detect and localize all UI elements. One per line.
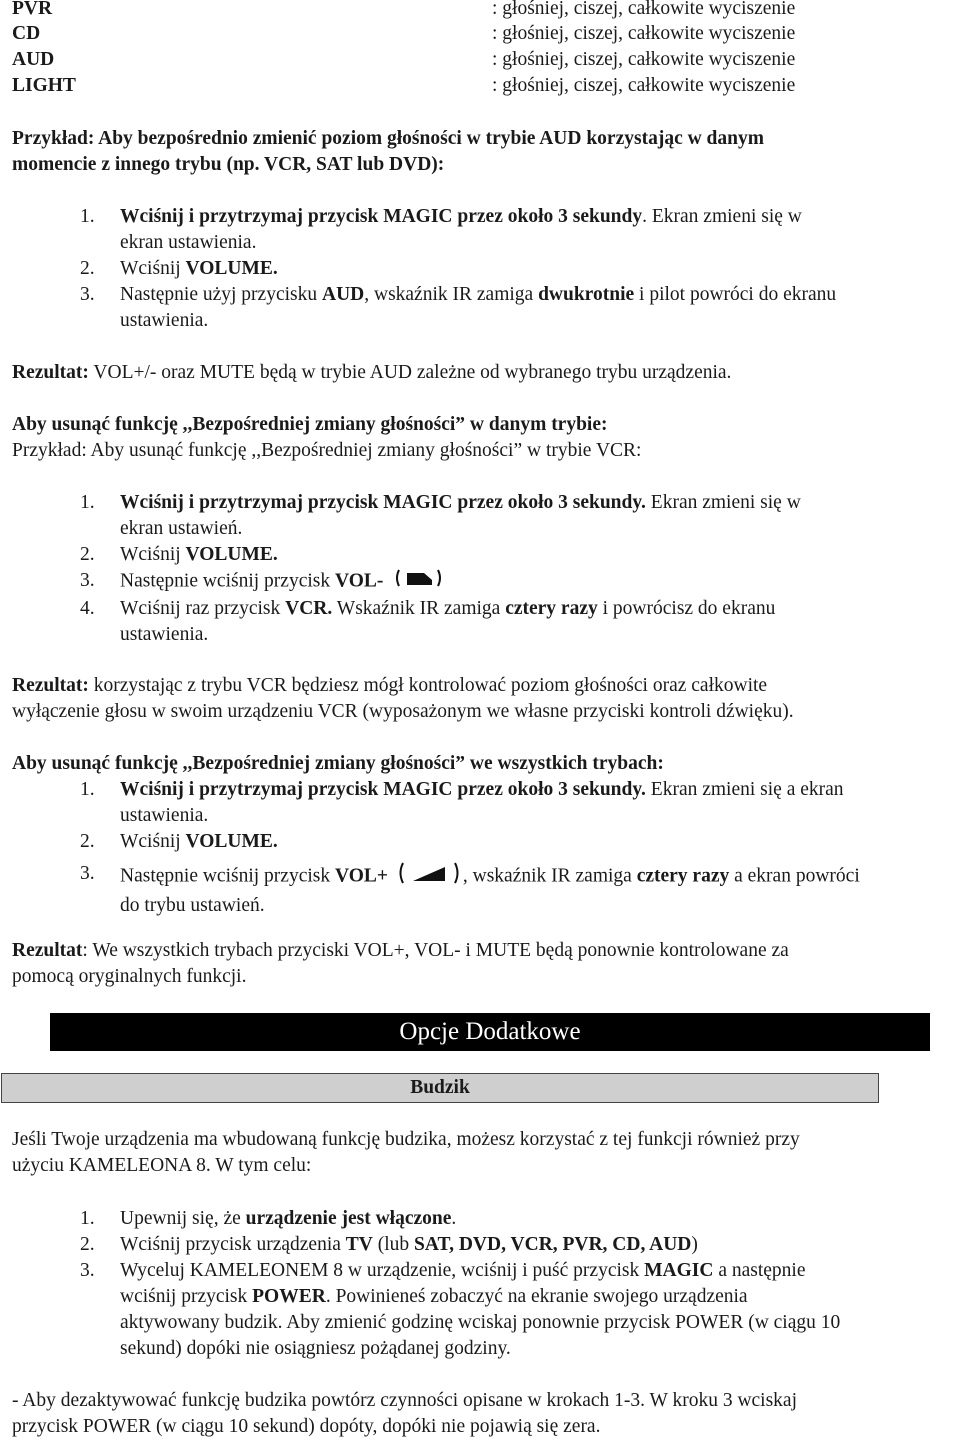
step-text: ekran ustawień. [120,518,243,539]
step-bold: cztery razy [505,598,598,619]
remove-one-section [12,412,952,464]
result-label: Rezultat [12,940,83,961]
result-vcr [12,673,952,725]
example-line: momencie z innego trybu (np. VCR, SAT lub DVD): [12,154,445,175]
subsection-title-bar: Budzik [1,1073,879,1103]
step-text: Następnie wciśnij przycisk [120,865,335,887]
step-text: ekran ustawienia. [120,232,257,253]
steps-alarm-list [80,1206,960,1362]
result-all [12,938,952,990]
example-line: Przykład: Aby bezpośrednio zmienić poziom głośności w trybie AUD korzystając w danym [12,128,764,149]
mode-desc: : głośniej, ciszej, całkowite wyciszenie [492,75,796,96]
result-label: Rezultat: [12,362,89,383]
step-text: Wciśnij raz przycisk [120,598,286,619]
paragraph-line: użyciu KAMELEONA 8. W tym celu: [12,1155,312,1176]
step-bold: dwukrotnie [538,284,635,305]
list-item [80,596,960,648]
step-bold: VOLUME. [185,258,278,279]
step-text: ustawienia. [120,624,209,645]
section-title-bar: Opcje Dodatkowe [50,1013,930,1051]
list-item [80,861,960,919]
step-bold: urządzenie jest włączone [245,1208,452,1229]
step-text: Wskaźnik IR zamiga [332,598,506,619]
remove-all-heading: Aby usunąć funkcję ,,Bezpośredniej zmiany głośności” we wszystkich trybach: [12,753,664,774]
step-bold: TV [345,1234,373,1255]
mode-name: AUD [12,49,55,70]
step-number: 1. [80,779,95,800]
alarm-intro [12,1127,952,1179]
step-text: Ekran zmieni się w [645,492,801,513]
list-item [80,1258,960,1362]
step-bold: Wciśnij i przytrzymaj przycisk MAGIC przez około 3 sekundy. [120,492,646,513]
mode-row [0,21,960,47]
step-text: Wciśnij [120,544,186,565]
step-number: 4. [80,598,95,619]
step-text: wciśnij przycisk [120,1286,253,1307]
list-item [80,256,960,282]
step-bold: MAGIC [644,1260,714,1281]
step-text: ustawienia. [120,805,209,826]
paragraph-line: - Aby dezaktywować funkcję budzika powtórz czynności opisane w krokach 1-3. W kroku 3 wciskaj [12,1390,798,1411]
example-line: Przykład: Aby usunąć funkcję ,,Bezpośredniej zmiany głośności” w trybie VCR: [12,440,642,461]
step-number: 1. [80,206,95,227]
step-text: (lub [372,1234,415,1255]
step-text: a następnie [713,1260,806,1281]
result-text: wyłączenie głosu w swoim urządzeniu VCR (wyposażonym we własne przyciski kontroli dźwięku). [12,701,794,722]
mode-desc: : głośniej, ciszej, całkowite wyciszenie [492,23,796,44]
list-item [80,777,960,829]
example-aud-text [12,126,952,178]
step-bold: Wciśnij i przytrzymaj przycisk MAGIC przez około 3 sekundy [120,206,643,227]
step-number: 2. [80,258,95,279]
step-text: , wskaźnik IR zamiga [364,284,539,305]
step-bold: AUD [321,284,365,305]
steps-remove-one-list [80,490,960,648]
step-bold: VCR. [285,598,333,619]
result-label: Rezultat: [12,675,89,696]
step-text: . Powinieneś zobaczyć na ekranie swojego urządzenia [325,1286,748,1307]
list-item [80,1232,960,1258]
step-text: do trybu ustawień. [120,895,265,916]
step-text: ustawienia. [120,310,209,331]
mode-name: CD [12,23,41,44]
steps-remove-all-list [80,777,960,919]
step-text: Następnie użyj przycisku [120,284,322,305]
step-text: Ekran zmieni się a ekran [645,779,844,800]
step-number: 2. [80,1234,95,1255]
list-item [80,490,960,542]
result-aud [12,360,952,386]
paragraph-line: przycisk POWER (w ciągu 10 sekund) dopóty, dopóki nie pojawią się zera. [12,1416,601,1437]
list-item [80,282,960,334]
result-line [12,673,952,699]
mode-row [0,0,960,22]
step-text: Wciśnij [120,258,186,279]
step-number: 1. [80,1208,95,1229]
step-number: 3. [80,570,95,591]
mode-desc: : głośniej, ciszej, całkowite wyciszenie [492,0,796,19]
step-bold: cztery razy [636,865,730,887]
list-item [80,204,960,256]
result-text: : We wszystkich trybach przyciski VOL+, VOL- i MUTE będą ponownie kontrolowane za [82,940,789,961]
step-number: 1. [80,492,95,513]
mode-row [0,47,960,73]
list-item [80,1206,960,1232]
step-text: sekund) dopóki nie osiągniesz pożądanej godziny. [120,1338,511,1359]
mode-name: LIGHT [12,75,76,96]
result-text: korzystając z trybu VCR będziesz mógł kontrolować poziom głośności oraz całkowite [88,675,768,696]
step-bold: VOLUME. [185,544,278,565]
step-text: a ekran powróci [729,865,860,887]
volume-up-icon [397,861,463,893]
step-text: Wciśnij przycisk urządzenia [120,1234,346,1255]
result-text: VOL+/- oraz MUTE będą w trybie AUD zależne od wybranego trybu urządzenia. [88,362,732,383]
step-text: . Ekran zmieni się w [642,206,802,227]
step-text: i pilot powróci do ekranu [634,284,837,305]
step-bold: POWER [252,1286,326,1307]
deactivate-note [12,1388,952,1440]
step-bold: SAT, DVD, VCR, PVR, CD, AUD [414,1234,692,1255]
step-text: , wskaźnik IR zamiga [462,865,637,887]
step-bold: Wciśnij i przytrzymaj przycisk MAGIC przez około 3 sekundy. [120,779,646,800]
step-text: Wciśnij [120,831,186,852]
paragraph-line: Jeśli Twoje urządzenia ma wbudowaną funkcję budzika, możesz korzystać z tej funkcji również przy [12,1129,800,1150]
list-item [80,568,960,596]
step-bold: VOL- [335,570,384,592]
list-item [80,542,960,568]
volume-down-icon [394,568,446,596]
step-text: . [451,1208,457,1229]
step-text: aktywowany budzik. Aby zmienić godzinę wciskaj ponownie przycisk POWER (w ciągu 10 [120,1312,841,1333]
result-line [12,938,952,964]
step-number: 3. [80,863,95,884]
step-number: 3. [80,1260,95,1281]
step-text: ) [691,1234,698,1255]
step-text: Upewnij się, że [120,1208,246,1229]
step-text: Następnie wciśnij przycisk [120,570,335,592]
mode-row [0,73,960,99]
step-text: i powrócisz do ekranu [597,598,776,619]
step-number: 2. [80,831,95,852]
section-heading: Aby usunąć funkcję ,,Bezpośredniej zmiany głośności” w danym trybie: [12,414,608,435]
list-item [80,829,960,855]
result-text: pomocą oryginalnych funkcji. [12,966,247,987]
mode-desc: : głośniej, ciszej, całkowite wyciszenie [492,49,796,70]
mode-name: PVR [12,0,53,19]
step-text: Wyceluj KAMELEONEM 8 w urządzenie, wciśnij i puść przycisk [120,1260,645,1281]
step-bold: VOL+ [335,865,388,887]
step-number: 3. [80,284,95,305]
step-bold: VOLUME. [185,831,278,852]
steps-aud-list [80,204,960,334]
step-number: 2. [80,544,95,565]
